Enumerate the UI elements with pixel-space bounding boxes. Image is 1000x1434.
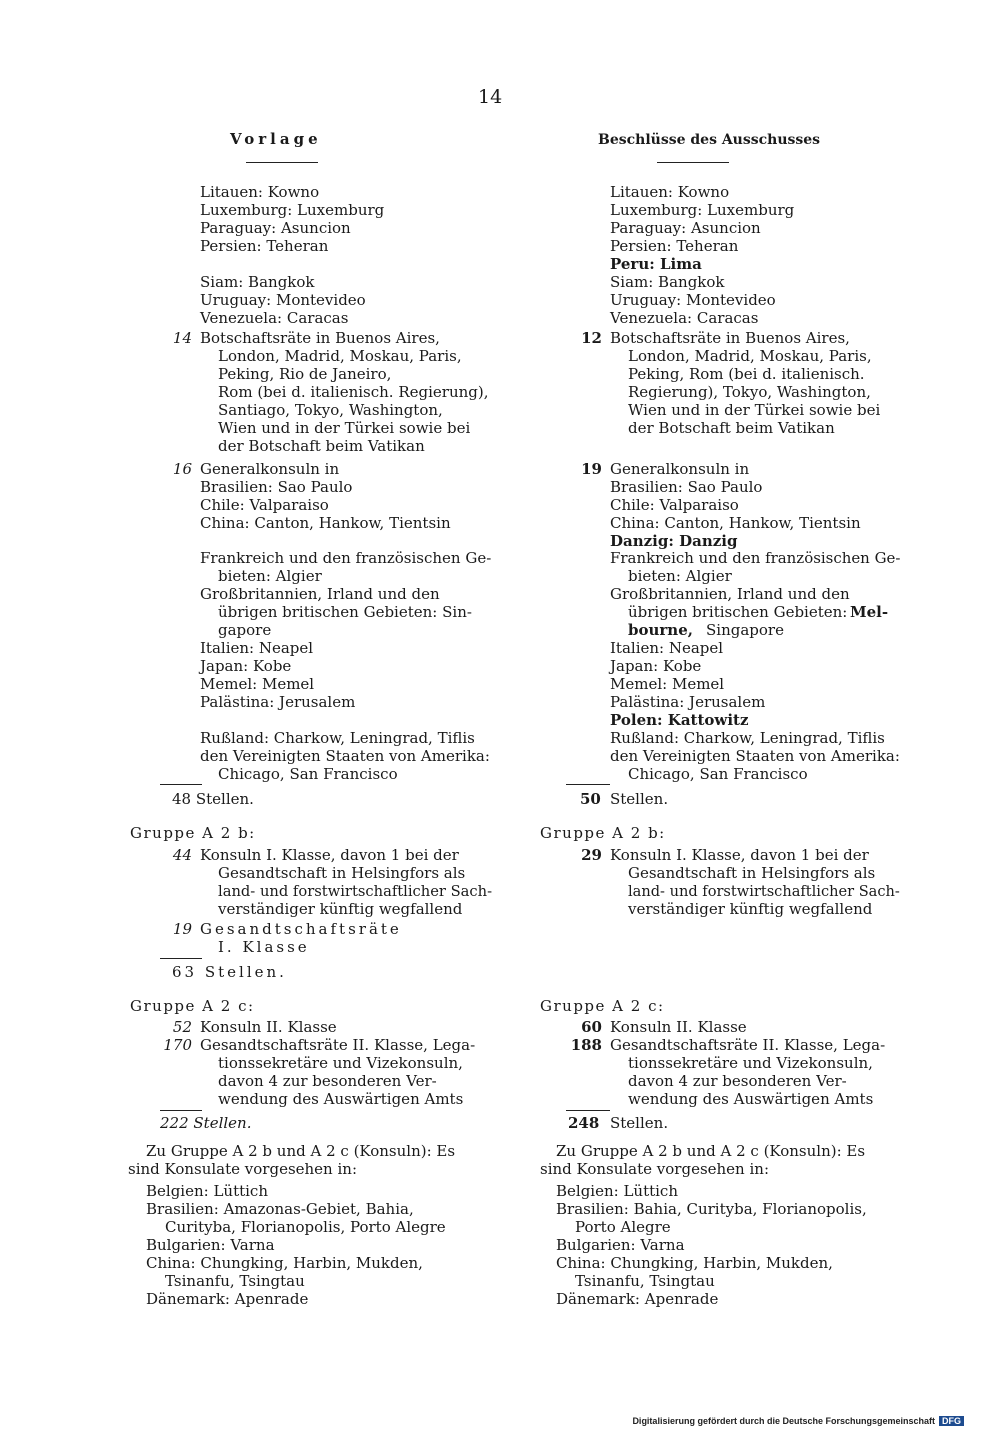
left-text-44: Belgien: Lüttich xyxy=(146,1182,268,1200)
right-group-a2c: Gruppe A 2 c: xyxy=(540,997,665,1015)
left-text-27: Palästina: Jerusalem xyxy=(200,693,356,711)
left-text-26: Memel: Memel xyxy=(200,675,315,693)
left-text-6: Uruguay: Montevideo xyxy=(200,291,366,309)
left-heading: Vorlage xyxy=(230,130,322,148)
right-text-peru: Peru: Lima xyxy=(610,255,702,273)
page-number: 14 xyxy=(478,86,503,108)
left-text-39: tionssekretäre und Vizekonsuln, xyxy=(218,1054,463,1072)
right-total-248-label: Stellen. xyxy=(610,1114,669,1132)
left-text-42: Zu Gruppe A 2 b und A 2 c (Konsuln): Es xyxy=(146,1142,456,1160)
left-text-35: Gesandtschaftsräte xyxy=(200,920,402,938)
right-text-35: tionssekretäre und Vizekonsuln, xyxy=(628,1054,873,1072)
right-text-6: Uruguay: Montevideo xyxy=(610,291,776,309)
right-total-50-num: 50 xyxy=(580,790,601,808)
left-text-37: Konsuln II. Klasse xyxy=(200,1018,337,1036)
left-text-41: wendung des Auswärtigen Amts xyxy=(218,1090,464,1108)
left-text-31: Konsuln I. Klasse, davon 1 bei der xyxy=(200,846,459,864)
right-text-23: Japan: Kobe xyxy=(610,657,702,675)
left-count-170: 170 xyxy=(163,1036,192,1054)
left-text-13: Wien und in der Türkei sowie bei xyxy=(218,419,471,437)
right-text-5: Siam: Bangkok xyxy=(610,273,725,291)
left-text-25: Japan: Kobe xyxy=(200,657,292,675)
right-text-46: Dänemark: Apenrade xyxy=(556,1290,719,1308)
right-text-15: Brasilien: Sao Paulo xyxy=(610,478,763,496)
right-count-188: 188 xyxy=(570,1036,602,1054)
left-sum-rule-1 xyxy=(160,784,202,785)
left-text-1: Litauen: Kowno xyxy=(200,183,320,201)
left-total-48: 48 Stellen. xyxy=(172,790,254,808)
right-text-45: Tsinanfu, Tsingtau xyxy=(575,1272,715,1290)
left-text-24: Italien: Neapel xyxy=(200,639,314,657)
right-text-34: Gesandtschaftsräte II. Klasse, Lega- xyxy=(610,1036,886,1054)
right-text-44: China: Chungking, Harbin, Mukden, xyxy=(556,1254,833,1272)
right-sum-rule-2 xyxy=(566,1110,610,1111)
left-text-14: der Botschaft beim Vatikan xyxy=(218,437,425,455)
dfg-logo: DFG xyxy=(939,1416,964,1426)
left-text-11: Rom (bei d. italienisch. Regierung), xyxy=(218,383,489,401)
left-total-222: 222 Stellen. xyxy=(160,1114,252,1132)
left-text-29: den Vereinigten Staaten von Amerika: xyxy=(200,747,490,765)
right-text-danzig: Danzig: Danzig xyxy=(610,532,738,550)
right-count-60: 60 xyxy=(581,1018,602,1036)
left-text-50: Dänemark: Apenrade xyxy=(146,1290,309,1308)
right-text-8: Botschaftsräte in Buenos Aires, xyxy=(610,329,850,347)
right-text-21: übrigen britischen Gebieten: xyxy=(628,603,848,621)
right-text-17: China: Canton, Hankow, Tientsin xyxy=(610,514,861,532)
left-count-14: 14 xyxy=(172,329,192,347)
left-text-8: Botschaftsräte in Buenos Aires, xyxy=(200,329,440,347)
left-text-38: Gesandtschaftsräte II. Klasse, Lega- xyxy=(200,1036,476,1054)
left-text-20: bieten: Algier xyxy=(218,567,322,585)
left-text-12: Santiago, Tokyo, Washington, xyxy=(218,401,443,419)
right-sum-rule-1 xyxy=(566,784,610,785)
left-text-9: London, Madrid, Moskau, Paris, xyxy=(218,347,462,365)
right-text-11: Regierung), Tokyo, Washington, xyxy=(628,383,871,401)
right-text-29: Konsuln I. Klasse, davon 1 bei der xyxy=(610,846,869,864)
left-text-16: Brasilien: Sao Paulo xyxy=(200,478,353,496)
left-text-48: China: Chungking, Harbin, Mukden, xyxy=(146,1254,423,1272)
right-text-1: Litauen: Kowno xyxy=(610,183,730,201)
left-text-32: Gesandtschaft in Helsingfors als xyxy=(218,864,466,882)
right-text-40: Belgien: Lüttich xyxy=(556,1182,678,1200)
footer-text: Digitalisierung gefördert durch die Deutsche Forschungsgemeinschaft xyxy=(632,1416,935,1426)
left-text-18: China: Canton, Hankow, Tientsin xyxy=(200,514,451,532)
right-text-bourne: bourne, xyxy=(628,621,693,639)
left-text-47: Bulgarien: Varna xyxy=(146,1236,275,1254)
right-text-9: London, Madrid, Moskau, Paris, xyxy=(628,347,872,365)
right-text-33: Konsuln II. Klasse xyxy=(610,1018,747,1036)
right-text-12: Wien und in der Türkei sowie bei xyxy=(628,401,881,419)
left-text-45: Brasilien: Amazonas-Gebiet, Bahia, xyxy=(146,1200,414,1218)
right-text-24: Memel: Memel xyxy=(610,675,725,693)
left-text-28: Rußland: Charkow, Leningrad, Tiflis xyxy=(200,729,475,747)
right-text-25: Palästina: Jerusalem xyxy=(610,693,766,711)
right-text-28: Chicago, San Francisco xyxy=(628,765,808,783)
left-text-23: gapore xyxy=(218,621,272,639)
right-text-37: wendung des Auswärtigen Amts xyxy=(628,1090,874,1108)
left-text-5: Siam: Bangkok xyxy=(200,273,315,291)
left-text-36: I. Klasse xyxy=(218,938,310,956)
left-heading-rule xyxy=(246,162,318,163)
left-text-30: Chicago, San Francisco xyxy=(218,765,398,783)
left-group-a2b: Gruppe A 2 b: xyxy=(130,824,256,842)
right-text-31: land- und forstwirtschaftlicher Sach- xyxy=(628,882,900,900)
left-text-21: Großbritannien, Irland und den xyxy=(200,585,440,603)
left-text-33: land- und forstwirtschaftlicher Sach- xyxy=(218,882,493,900)
right-count-19: 19 xyxy=(581,460,602,478)
left-total-63: 63 Stellen. xyxy=(172,963,287,981)
left-text-34: verständiger künftig wegfallend xyxy=(218,900,463,918)
right-total-50-label: Stellen. xyxy=(610,790,669,808)
right-count-29: 29 xyxy=(581,846,602,864)
right-text-polen: Polen: Kattowitz xyxy=(610,711,749,729)
left-text-2: Luxemburg: Luxemburg xyxy=(200,201,385,219)
right-text-22: Italien: Neapel xyxy=(610,639,724,657)
left-text-10: Peking, Rio de Janeiro, xyxy=(218,365,392,383)
right-group-a2b: Gruppe A 2 b: xyxy=(540,824,666,842)
right-text-4: Persien: Teheran xyxy=(610,237,739,255)
left-sum-rule-2 xyxy=(160,958,202,959)
right-text-26: Rußland: Charkow, Leningrad, Tiflis xyxy=(610,729,885,747)
left-text-3: Paraguay: Asuncion xyxy=(200,219,351,237)
left-text-40: davon 4 zur besonderen Ver- xyxy=(218,1072,437,1090)
left-text-19: Frankreich und den französischen Ge- xyxy=(200,549,492,567)
left-sum-rule-3 xyxy=(160,1110,202,1111)
right-text-43: Bulgarien: Varna xyxy=(556,1236,685,1254)
right-text-2: Luxemburg: Luxemburg xyxy=(610,201,795,219)
left-text-17: Chile: Valparaiso xyxy=(200,496,329,514)
left-count-16: 16 xyxy=(172,460,192,478)
left-text-49: Tsinanfu, Tsingtau xyxy=(165,1272,305,1290)
right-text-39: sind Konsulate vorgesehen in: xyxy=(540,1160,769,1178)
right-text-3: Paraguay: Asuncion xyxy=(610,219,761,237)
left-text-43: sind Konsulate vorgesehen in: xyxy=(128,1160,357,1178)
left-text-7: Venezuela: Caracas xyxy=(200,309,349,327)
right-heading: Beschlüsse des Ausschusses xyxy=(598,132,821,148)
right-text-10: Peking, Rom (bei d. italienisch. xyxy=(628,365,865,383)
left-text-15: Generalkonsuln in xyxy=(200,460,340,478)
right-text-13: der Botschaft beim Vatikan xyxy=(628,419,835,437)
left-count-44: 44 xyxy=(172,846,192,864)
right-count-12: 12 xyxy=(581,329,602,347)
right-text-18: Frankreich und den französischen Ge- xyxy=(610,549,901,567)
left-count-19: 19 xyxy=(172,920,192,938)
right-text-30: Gesandtschaft in Helsingfors als xyxy=(628,864,876,882)
right-text-7: Venezuela: Caracas xyxy=(610,309,759,327)
right-total-248-num: 248 xyxy=(568,1114,600,1132)
footer-credit xyxy=(632,1416,964,1426)
right-text-16: Chile: Valparaiso xyxy=(610,496,739,514)
left-text-22: übrigen britischen Gebieten: Sin- xyxy=(218,603,472,621)
right-text-42: Porto Alegre xyxy=(575,1218,671,1236)
right-text-41: Brasilien: Bahia, Curityba, Florianopolis, xyxy=(556,1200,867,1218)
left-text-4: Persien: Teheran xyxy=(200,237,329,255)
right-text-14: Generalkonsuln in xyxy=(610,460,750,478)
right-text-32: verständiger künftig wegfallend xyxy=(628,900,873,918)
left-group-a2c: Gruppe A 2 c: xyxy=(130,997,255,1015)
right-text-20: Großbritannien, Irland und den xyxy=(610,585,850,603)
right-text-19: bieten: Algier xyxy=(628,567,732,585)
left-count-52: 52 xyxy=(172,1018,192,1036)
right-text-mel: Mel- xyxy=(850,603,889,621)
right-heading-rule xyxy=(657,162,729,163)
right-text-36: davon 4 zur besonderen Ver- xyxy=(628,1072,847,1090)
left-text-46: Curityba, Florianopolis, Porto Alegre xyxy=(165,1218,446,1236)
right-text-38: Zu Gruppe A 2 b und A 2 c (Konsuln): Es xyxy=(556,1142,866,1160)
right-text-27: den Vereinigten Staaten von Amerika: xyxy=(610,747,900,765)
right-text-singapore: Singapore xyxy=(706,621,784,639)
